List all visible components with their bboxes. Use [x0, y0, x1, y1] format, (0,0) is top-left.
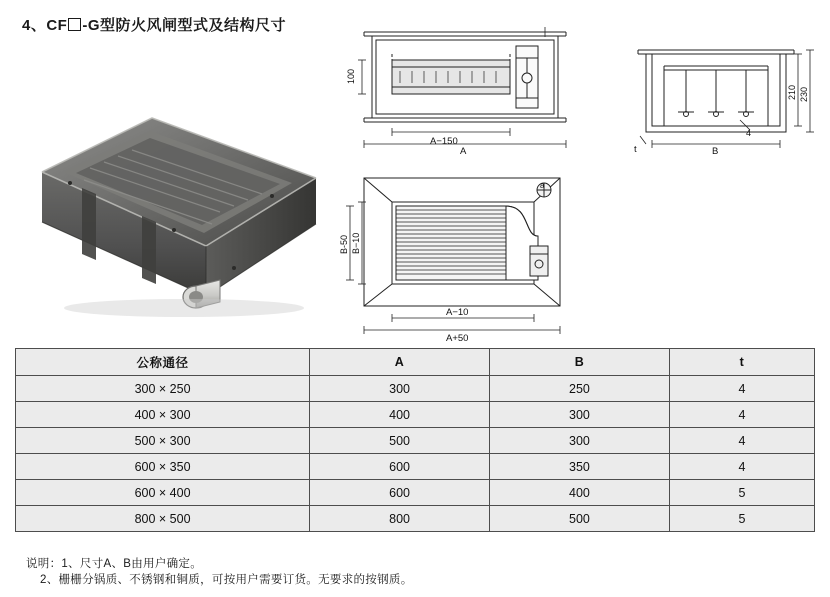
cell-nominal-diameter: 400 × 300: [16, 402, 310, 428]
cell-t: 5: [669, 506, 814, 532]
cell-t: 4: [669, 376, 814, 402]
cell-b: 400: [490, 480, 670, 506]
cell-a: 600: [310, 454, 490, 480]
cell-b: 300: [490, 428, 670, 454]
cell-nominal-diameter: 600 × 400: [16, 480, 310, 506]
header-a: A: [310, 349, 490, 376]
table-row: [16, 480, 815, 506]
cell-a: 800: [310, 506, 490, 532]
table-row: [16, 402, 815, 428]
notes-block: [26, 556, 413, 588]
side-section-drawing: [628, 24, 818, 159]
dim-100-label: 100: [346, 68, 356, 84]
front-section-svg: [340, 24, 590, 154]
dim-210-label: 210: [787, 84, 797, 100]
table-row: [16, 506, 815, 532]
detail-a-label: a: [540, 181, 545, 190]
cell-b: 350: [490, 454, 670, 480]
product-photo: [24, 100, 324, 325]
dim-a-label: A: [460, 146, 467, 154]
cell-b: 250: [490, 376, 670, 402]
specification-table: [15, 348, 815, 532]
cell-a: 300: [310, 376, 490, 402]
product-photo-image: [24, 100, 324, 325]
table-header-row: [16, 349, 815, 376]
table-row: [16, 428, 815, 454]
cell-nominal-diameter: 500 × 300: [16, 428, 310, 454]
cell-t: 5: [669, 480, 814, 506]
page-title-suffix: -G型防火风闸型式及结构尺寸: [82, 17, 287, 34]
dim-b-label: B: [712, 146, 719, 154]
dim-t-label: t: [634, 144, 637, 154]
cell-a: 500: [310, 428, 490, 454]
cell-t: 4: [669, 428, 814, 454]
dim-b-50-label: B-50: [339, 234, 349, 254]
dim-a-plus-50-label: A+50: [446, 333, 469, 344]
note-line-2: 2、栅栅分锅质、不锈钢和铜质，可按用户需要订货。无要求的按钢质。: [40, 574, 413, 586]
cell-nominal-diameter: 300 × 250: [16, 376, 310, 402]
page-title: [22, 14, 286, 35]
cell-b: 500: [490, 506, 670, 532]
table-row: [16, 376, 815, 402]
header-nominal-diameter: 公称通径: [16, 349, 310, 376]
note-line-1: 说明：1、尺寸A、B由用户确定。: [26, 558, 203, 570]
dim-4-label: 4: [746, 128, 752, 138]
cell-b: 300: [490, 402, 670, 428]
header-b: B: [490, 349, 670, 376]
cell-nominal-diameter: 600 × 350: [16, 454, 310, 480]
header-t: t: [669, 349, 814, 376]
cell-a: 400: [310, 402, 490, 428]
front-section-drawing: [340, 24, 590, 159]
side-section-svg: [628, 24, 818, 154]
dim-a-150-label: A−150: [430, 136, 458, 147]
table-row: [16, 454, 815, 480]
cell-t: 4: [669, 454, 814, 480]
dim-230-label: 230: [799, 86, 809, 102]
page-title-prefix: 4、CF: [22, 17, 68, 34]
cell-nominal-diameter: 800 × 500: [16, 506, 310, 532]
cell-a: 600: [310, 480, 490, 506]
dim-b-10-label: B−10: [351, 232, 361, 254]
square-placeholder-icon: [68, 18, 81, 31]
plan-view-svg: [334, 168, 594, 346]
dim-a-10-label: A−10: [446, 307, 469, 318]
cell-t: 4: [669, 402, 814, 428]
plan-view-drawing: [334, 168, 594, 351]
